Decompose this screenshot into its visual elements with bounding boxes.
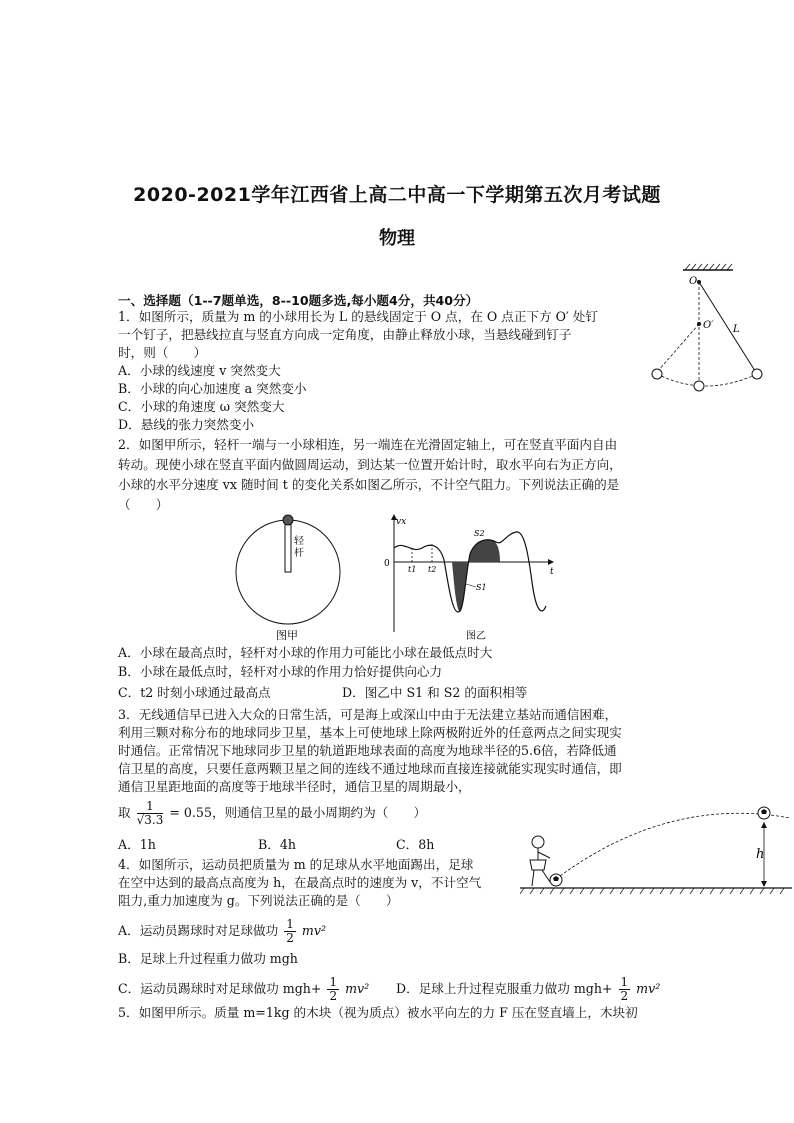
light-rod xyxy=(285,520,291,572)
q3-line-2: 利用三颗对称分布的地球同步卫星，基本上可使地球上除两极附近外的任意两点之间实现实 xyxy=(118,725,622,740)
q2-line-3: 小球的水平分速度 vx 随时间 t 的变化关系如图乙所示，不计空气阻力。下列说法正确的是 xyxy=(118,477,620,492)
q3-take-line xyxy=(118,800,426,827)
q4-optC-mv2: mv² xyxy=(345,981,370,996)
area-S2 xyxy=(468,540,500,562)
q4-optD-mv2: mv² xyxy=(636,981,661,996)
q3-line-4: 信卫星的高度，只要任意两颗卫星之间的连线不通过地球而直接连接就能实现实时通信，即 xyxy=(118,761,622,776)
q1-option-b: B．小球的向心加速度 a 突然变小 xyxy=(118,381,307,396)
subject-title: 物理 xyxy=(379,228,415,249)
exam-title: 2020-2021学年江西省上高二中高一下学期第五次月考试题 xyxy=(133,184,661,206)
q2-option-b: B．小球在最低点时，轻杆对小球的作用力恰好提供向心力 xyxy=(118,664,443,679)
q2-option-d: D．图乙中 S1 和 S2 的面积相等 xyxy=(342,685,528,700)
q4-optA-text: A．运动员踢球时对足球做功 xyxy=(118,923,279,938)
q3-option-a: A．1h xyxy=(118,837,156,852)
q4-optA-mv2: mv² xyxy=(301,923,327,938)
t1-label: t1 xyxy=(408,565,417,574)
q4-optC-text: C．运动员踢球时对足球做功 mgh+ xyxy=(118,981,322,996)
label-Oprime: O′ xyxy=(703,320,714,331)
rod-label-char-1: 轻 xyxy=(294,536,304,547)
ceiling-hatch xyxy=(685,264,732,270)
small-ball xyxy=(283,515,293,525)
q4-optA-half xyxy=(284,918,296,945)
half-den: 2 xyxy=(620,989,629,1003)
q1-pendulum-figure xyxy=(645,262,775,392)
q3-option-b: B．4h xyxy=(258,837,296,852)
q3-take-prefix: 取 xyxy=(118,805,131,820)
q4-option-c xyxy=(118,976,369,1003)
ball-left xyxy=(652,369,662,379)
nail-point xyxy=(697,322,701,326)
origin-label: 0 xyxy=(384,559,390,569)
q3-line-5: 通信卫星距地面的高度等于地球半径时，通信卫星的周期最小， xyxy=(118,779,471,794)
trajectory xyxy=(560,813,790,876)
t2-label: t2 xyxy=(428,565,437,574)
q3-line-3: 时通信。正常情况下地球同步卫星的轨道距地球表面的高度为地球半径的5.6倍，若降低通 xyxy=(118,743,617,758)
axis-x-label: t xyxy=(550,567,554,577)
ball-bottom xyxy=(694,381,704,391)
swing-arc xyxy=(657,374,757,386)
height-arrow-top xyxy=(761,822,767,828)
q4-optD-text: D．足球上升过程克服重力做功 mgh+ xyxy=(396,981,613,996)
fig-a-caption: 图甲 xyxy=(276,629,298,642)
q2-line-1: 2．如图甲所示，轻杆一端与一小球相连，另一端连在光滑固定轴上，可在竖直平面内自由 xyxy=(118,437,618,452)
q1-option-a: A．小球的线速度 v 突然变大 xyxy=(118,363,281,378)
half-num: 1 xyxy=(329,975,338,989)
q4-line-1: 4．如图所示，运动员把质量为 m 的足球从水平地面踢出，足球 xyxy=(118,857,474,872)
s1-label: S1 xyxy=(476,583,487,592)
q4-line-2: 在空中达到的最高点高度为 h，在最高点时的速度为 v，不计空气 xyxy=(118,875,482,890)
q2-figure-a xyxy=(228,512,348,644)
half-den: 2 xyxy=(286,931,294,945)
q2-line-2: 转动。现使小球在竖直平面内做圆周运动，到达某一位置开始计时，取水平向右为正方向， xyxy=(118,457,622,472)
q4-option-b: B．足球上升过程重力做功 mgh xyxy=(118,951,298,966)
height-label: h xyxy=(756,847,765,862)
q2-line-4: （ ） xyxy=(118,497,169,512)
q1-option-c: C．小球的角速度 ω 突然变大 xyxy=(118,399,285,414)
player-figure xyxy=(530,836,550,886)
q4-option-d xyxy=(396,976,660,1003)
q4-optD-half xyxy=(619,976,631,1003)
ball-right xyxy=(752,369,762,379)
section-heading: 一、选择题（1--7题单选，8--10题多选,每小题4分，共40分） xyxy=(118,293,479,308)
q1-line-2: 一个钉子，把悬线拉直与竖直方向成一定角度，由静止释放小球，当悬线碰到钉子 xyxy=(118,327,572,342)
q4-soccer-figure xyxy=(520,800,792,900)
q3-frac-num: 1 xyxy=(137,800,164,814)
q1-line-1: 1．如图所示，质量为 m 的小球用长为 L 的悬线固定于 O 点，在 O 点正下方 O′ 处钉 xyxy=(118,309,598,324)
q4-line-3: 阻力,重力加速度为 g。下列说法正确的是（ ） xyxy=(118,893,399,908)
q3-option-c: C．8h xyxy=(396,837,435,852)
s1-pointer xyxy=(466,584,476,587)
s2-label: S2 xyxy=(474,529,485,538)
q3-fraction xyxy=(137,800,164,827)
x-axis-arrow xyxy=(548,559,554,565)
q4-option-a xyxy=(118,918,326,945)
q2-option-a: A．小球在最高点时，轻杆对小球的作用力可能比小球在最低点时大 xyxy=(118,645,493,660)
label-O: O xyxy=(689,276,698,287)
half-den: 2 xyxy=(329,989,338,1003)
short-string-dashed xyxy=(657,324,699,372)
q3-take-suffix: = 0.55，则通信卫星的最小周期约为（ ） xyxy=(169,805,427,820)
axis-y-label: vx xyxy=(396,517,407,527)
q2-figure-b xyxy=(382,512,562,644)
q1-option-d: D．悬线的张力突然变小 xyxy=(118,417,255,432)
q1-line-3: 时，则（ ） xyxy=(118,345,207,360)
q3-line-1: 3．无线通信早已进入大众的日常生活，可是海上或深山中由于无法建立基站而通信困难， xyxy=(118,707,618,722)
label-L: L xyxy=(733,324,740,335)
ground-hatch xyxy=(520,888,784,894)
height-arrow-bottom xyxy=(761,881,767,887)
q3-frac-den: √3.3 xyxy=(136,813,164,827)
half-num: 1 xyxy=(286,917,294,931)
rod-label-char-2: 杆 xyxy=(294,548,304,559)
half-num: 1 xyxy=(620,975,629,989)
pivot-point xyxy=(697,280,701,284)
q5-line-1: 5．如图甲所示。质量 m=1kg 的木块（视为质点）被水平向左的力 F 压在竖直墙上，木块初 xyxy=(118,1005,638,1020)
q4-optC-half xyxy=(327,976,339,1003)
q2-option-c: C．t2 时刻小球通过最高点 xyxy=(118,685,271,700)
vx-curve xyxy=(394,532,546,612)
fig-b-caption: 图乙 xyxy=(466,631,486,642)
